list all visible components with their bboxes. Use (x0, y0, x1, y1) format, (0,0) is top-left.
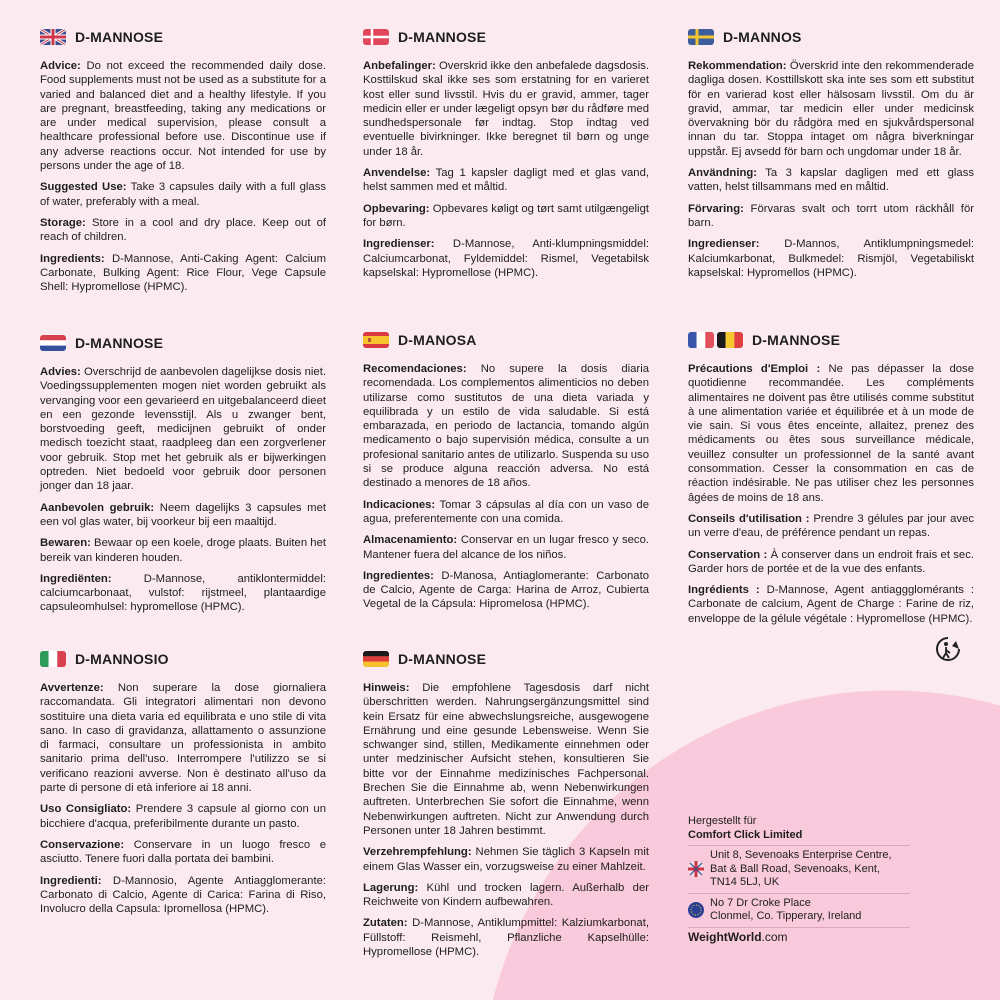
website-brand: WeightWorld (688, 929, 762, 944)
flag-it-icon (40, 651, 66, 667)
section-paragraph (40, 59, 326, 173)
flag-uk-icon (40, 29, 66, 45)
paragraph-label: Användning: (688, 167, 758, 180)
section-header (688, 330, 974, 350)
section-paragraph (40, 838, 326, 867)
section-paragraph (40, 802, 326, 831)
flags (688, 29, 714, 45)
section-paragraph (40, 252, 326, 295)
paragraph-text: Conservare in un luogo fresco e asciutto. Tenere fuori dalla portata dei bambini. (40, 838, 326, 866)
paragraph-text: Bewaar op een koele, droge plaats. Buiten het bereik van kinderen houden. (40, 537, 326, 564)
paragraph-label: Ingrédients : (688, 584, 760, 597)
website (688, 927, 910, 948)
paragraph-text: Die empfohlene Tagesdosis darf nicht überschritten werden. Nahrungsergänzungsmittel sind kein Ersatz für eine abwechslungsreiche, ausgewogene Ernährung und eine gesunde Lebensweise. Wenn Sie schwanger sind, stillen, Medikamente einnehmen oder unter medzinischer Aufsicht stehen, konsultieren Sie bitte vor der Einnahme medizinisches Fachpersonal. Brechen Sie die Einnahme ab, wenn Nebenwirkungen auftreten. Unterbrechen Sie sofort die Einnahme, wenn Nebenwirkungen auftreten. Nicht zur Anwendung durch Personen unter 18 Jahren bestimmt. (363, 682, 649, 837)
section-title: D-MANNOSE (75, 335, 164, 351)
section-paragraph (363, 569, 649, 612)
paragraph-label: Ingredienser: (363, 238, 435, 251)
address-line: No 7 Dr Croke Place (710, 896, 811, 909)
paragraph-text: No supere la dosis diaria recomendada. Los complementos alimenticios no deben utilizarse como sustitutos de una dieta variada y equilibrada y un estilo de vida saludable. Si está embarazada, en periodo de lactancia, tomando algún medicamento o bajo supervisión médica, consulte a un profesional sanitario antes de utilizarlo. Suspenda su uso si se produce alguna reacción adversa. No está destinado a menores de 18 años. (363, 363, 649, 490)
flag-de-icon (363, 651, 389, 667)
section-paragraph (363, 845, 649, 874)
paragraph-label: Ingrediënten: (40, 572, 112, 585)
paragraph-text: Overskrid ikke den anbefalede dagsdosis. Kosttilskud skal ikke ses som erstatning for en varieret kost eller sund livsstil. Hvis du er gravid, ammer, tager medicin eller er under lægeligt opsyn bør du rådføre med sundhedspersonale før indtag. Stop indtag ved eventuelle bivirkninger. Ikke beregnet til børn og unge under 18 år. (363, 60, 649, 158)
paragraph-label: Suggested Use: (40, 181, 127, 194)
flags (363, 29, 389, 45)
uk-address (688, 845, 910, 893)
paragraph-label: Hinweis: (363, 682, 410, 694)
section-paragraph (363, 166, 649, 195)
section-nl (40, 333, 326, 622)
section-paragraph (688, 59, 974, 159)
made-for-label: Hergestellt für (688, 815, 757, 827)
paragraph-label: Opbevaring: (363, 202, 430, 215)
paragraph-label: Ingredientes: (363, 569, 434, 582)
section-paragraph (688, 583, 974, 626)
section-title: D-MANOSA (398, 332, 477, 348)
section-paragraph (363, 681, 649, 838)
paragraph-text: D-Mannose, Agent antiaggglomérants : Carbonate de calcium, Agent de Charge : Farine de riz, enveloppe de la gélule végétale : Hypromellose (HPMC). (688, 584, 974, 625)
flag-fr-icon (688, 332, 714, 348)
paragraph-label: Uso Consigliato: (40, 803, 132, 816)
flag-dk-icon (363, 29, 389, 45)
paragraph-text: Tag 1 kapsler dagligt med et glas vand, helst sammen med et måltid. (363, 167, 649, 194)
paragraph-text: Overschrijd de aanbevolen dagelijkse dosis niet. Voedingssupplementen mogen niet worden gebruikt als vervanging voor een gevarieerd en uitgebalanceerd dieet en een gezonde levensstijl. Als u zwanger bent, borstvoeding geeft, medicijnen gebruikt of onder medisch toezicht staat, raadpleeg dan een zorgverlener voor gebruik. Stop met het gebruik als er bijwerkingen optreden. Niet bedoeld voor gebruik door personen jonger dan 18 jaar. (40, 366, 326, 493)
section-header (40, 333, 326, 353)
paragraph-label: Rekommendation: (688, 60, 787, 72)
section-header (363, 649, 649, 669)
section-title: D-MANNOSE (75, 29, 164, 45)
section-paragraph (688, 202, 974, 231)
section-paragraph (688, 548, 974, 577)
paragraph-label: Ingredienser: (688, 238, 760, 251)
section-es (363, 330, 649, 619)
paragraph-text: Tomar 3 cápsulas al día con un vaso de agua, preferentemente con una comida. (363, 498, 649, 525)
section-header (363, 330, 649, 350)
paragraph-label: Recomendaciones: (363, 363, 467, 375)
paragraph-label: Almacenamiento: (363, 534, 458, 547)
paragraph-label: Verzehrempfehlung: (363, 846, 472, 859)
paragraph-text: Ta 3 kapslar dagligen med ett glass vatten, helst tillsammans med en måltid. (688, 167, 974, 194)
flag-es-icon (363, 332, 389, 348)
paragraph-text: Överskrid inte den rekommenderade dagliga dosen. Kosttillskott ska inte ses som ett substitut för en varierad kost eller hälsosam livsstil. Om du är gravid, ammar, tar medicin eller under medicinsk övervakning bör du rådgöra med en sjukvårdspersonal innan du tar. Stoppa intaget om några biverkningar uppstår. Ej avsedd för barn och ungdomar under 18 år. (688, 60, 974, 158)
section-paragraph (363, 362, 649, 491)
paragraph-text: D-Manosa, Antiaglomerante: Carbonato de Calcio, Agente de Carga: Harina de Arroz, Cubierta Vegetal de la Cápsula: Hipromelosa (HPMC). (363, 569, 649, 611)
section-title: D-MANNOSE (752, 332, 841, 348)
section-de (363, 649, 649, 966)
section-paragraph (688, 237, 974, 280)
flags (363, 332, 389, 348)
section-fr (688, 330, 974, 633)
paragraph-label: Précautions d'Emploi : (688, 363, 821, 375)
paragraph-text: Neem dagelijks 3 capsules met een vol glas water, bij voorkeur bij een maaltijd. (40, 501, 326, 528)
paragraph-text: D-Mannosio, Agente Antiagglomerante: Carbonato di Calcio, Agente di Carica: Farina di Riso, Involucro della Capsula: Ipromellosa (HPMC). (40, 874, 326, 916)
paragraph-text: Prendere 3 capsule al giorno con un bicchiere d'acqua, preferibilmente durante un pasto. (40, 803, 327, 830)
section-paragraph (363, 59, 649, 159)
flags (363, 651, 389, 667)
section-paragraph (40, 365, 326, 494)
paragraph-text: Take 3 capsules daily with a full glass of water, preferably with a meal. (40, 181, 326, 208)
paragraph-text: D-Mannose, antiklontermiddel: calciumcarbonaat, vulstof: rijstmeel, plantaardige capsuleomhulsel: hypromellose (HPMC). (40, 572, 326, 614)
section-paragraph (40, 874, 326, 917)
address-line: Clonmel, Co. Tipperary, Ireland (710, 910, 862, 922)
paragraph-text: Förvaras svalt och torrt utom räckhåll för barn. (688, 202, 974, 229)
section-header (40, 27, 326, 47)
section-title: D-MANNOSIO (75, 651, 169, 667)
flag-be-icon (717, 332, 743, 348)
paragraph-text: D-Mannose, Anti-klumpningsmiddel: Calciumcarbonat, Fyldemiddel: Rismel, Vegetabilsk kapselskal: Hypromellose (HPMC). (363, 238, 649, 279)
section-paragraph (40, 216, 326, 245)
section-paragraph (363, 237, 649, 280)
eu-flag-icon (688, 902, 704, 918)
company-name: Comfort Click Limited (688, 828, 803, 841)
section-paragraph (688, 512, 974, 541)
section-paragraph (688, 362, 974, 505)
section-paragraph (363, 916, 649, 959)
flag-se-icon (688, 29, 714, 45)
section-title: D-MANNOSE (398, 651, 487, 667)
flags (40, 651, 66, 667)
section-it (40, 649, 326, 923)
paragraph-label: Aanbevolen gebruik: (40, 501, 155, 514)
paragraph-label: Ingredients: (40, 252, 105, 265)
paragraph-text: D-Mannose, Antiklumpmittel: Kalziumkarbonat, Füllstoff: Reismehl, Pflanzliche Kapselhülle: Hypromellose (HPMC). (363, 917, 649, 959)
paragraph-label: Bewaren: (40, 537, 91, 550)
section-paragraph (40, 572, 326, 615)
section-paragraph (363, 881, 649, 910)
manufacturer-info (688, 815, 910, 947)
eu-address (688, 893, 910, 927)
paragraph-label: Conseils d'utilisation : (688, 512, 810, 525)
flag-nl-icon (40, 335, 66, 351)
paragraph-text: Ne pas dépasser la dose quotidienne recommandée. Les compléments alimentaires ne doivent pas être utilisés comme substitut à une alimentation variée et équilibrée et à un mode de vie sain. Si vous êtes enceinte, allaitez, prenez des médicaments ou êtes sous surveillance médicale, veuillez consulter un professionnel de la santé avant consommation. Cesser la consommation en cas de réaction indésirable. Ne pas utiliser chez les personnes âgées de moins de 18 ans. (688, 363, 974, 504)
paragraph-text: Prendre 3 gélules par jour avec un verre d'eau, de préférence pendant un repas. (688, 512, 974, 540)
paragraph-label: Conservation : (688, 548, 768, 561)
paragraph-text: À conserver dans un endroit frais et sec. Garder hors de portée et de la vue des enfants. (688, 548, 974, 575)
triman-recycling-icon (934, 635, 962, 663)
paragraph-text: Kühl und trocken lagern. Außerhalb der Reichweite von Kindern aufbewahren. (363, 881, 649, 909)
section-header (688, 27, 974, 47)
uk-flag-icon (688, 861, 704, 877)
section-paragraph (363, 202, 649, 231)
section-paragraph (40, 536, 326, 565)
section-header (40, 649, 326, 669)
address-line: Bat & Ball Road, Sevenoaks, Kent, (710, 862, 880, 875)
section-paragraph (363, 498, 649, 527)
paragraph-label: Ingredienti: (40, 874, 102, 887)
paragraph-text: Store in a cool and dry place. Keep out of reach of children. (40, 216, 326, 244)
paragraph-text: Conservar en un lugar fresco y seco. Mantener fuera del alcance de los niños. (363, 534, 649, 561)
paragraph-label: Conservazione: (40, 838, 125, 851)
paragraph-label: Anbefalinger: (363, 60, 436, 72)
paragraph-label: Advies: (40, 366, 81, 378)
paragraph-label: Förvaring: (688, 202, 744, 215)
flags (40, 29, 66, 45)
flags (688, 332, 743, 348)
paragraph-label: Advice: (40, 60, 81, 72)
paragraph-text: D-Mannose, Anti-Caking Agent: Calcium Carbonate, Bulking Agent: Rice Flour, Vege Capsule Shell: Hypromellose (HPMC). (40, 252, 326, 294)
paragraph-text: Opbevares køligt og tørt samt utilgængeligt for børn. (363, 202, 649, 229)
section-se (688, 27, 974, 287)
paragraph-text: Non superare la dose giornaliera raccomandata. Gli integratori alimentari non devono sostituire una dieta varia ed equilibrata e uno stile di vita sano. In caso di gravidanza, allattamento o assunzione di farmaci, consultare un professionista in ambito sanitario prima dell'uso. Interrompere l'utilizzo se si verificano reazioni avverse. Non è destinato all'uso da parte di persone di età inferiore ai 18 anni. (40, 682, 326, 795)
section-uk (40, 27, 326, 301)
section-paragraph (363, 533, 649, 562)
paragraph-text: Nehmen Sie täglich 3 Kapseln mit einem Glas Wasser ein, vorzugsweise zu einer Mahlzeit. (363, 846, 649, 873)
section-dk (363, 27, 649, 287)
paragraph-label: Storage: (40, 216, 86, 229)
paragraph-text: Do not exceed the recommended daily dose. Food supplements must not be used as a substitute for a varied and balanced diet and a healthy lifestyle. If you are pregnant, breastfeeding, taking any medications or are under medical supervision, please consult a healthcare professional before use. Discontinue use if any adverse reactions occur. Not intended for use by persons under the age of 18. (40, 60, 326, 173)
section-header (363, 27, 649, 47)
flags (40, 335, 66, 351)
paragraph-label: Indicaciones: (363, 498, 436, 511)
paragraph-label: Lagerung: (363, 881, 419, 894)
section-title: D-MANNOSE (398, 29, 487, 45)
paragraph-text: D-Mannos, Antiklumpningsmedel: Kalciumkarbonat, Bulkmedel: Rismjöl, Vegetabiliskt kapselskal: Hypromellos (HPMC). (688, 238, 974, 279)
website-domain: .com (761, 929, 788, 944)
paragraph-label: Avvertenze: (40, 682, 104, 694)
section-paragraph (688, 166, 974, 195)
section-paragraph (40, 501, 326, 530)
address-line: Unit 8, Sevenoaks Enterprise Centre, (710, 849, 892, 861)
section-paragraph (40, 180, 326, 209)
address-line: TN14 5LJ, UK (710, 876, 780, 888)
paragraph-label: Zutaten: (363, 917, 408, 930)
section-paragraph (40, 681, 326, 795)
section-title: D-MANNOS (723, 29, 802, 45)
paragraph-label: Anvendelse: (363, 167, 431, 180)
